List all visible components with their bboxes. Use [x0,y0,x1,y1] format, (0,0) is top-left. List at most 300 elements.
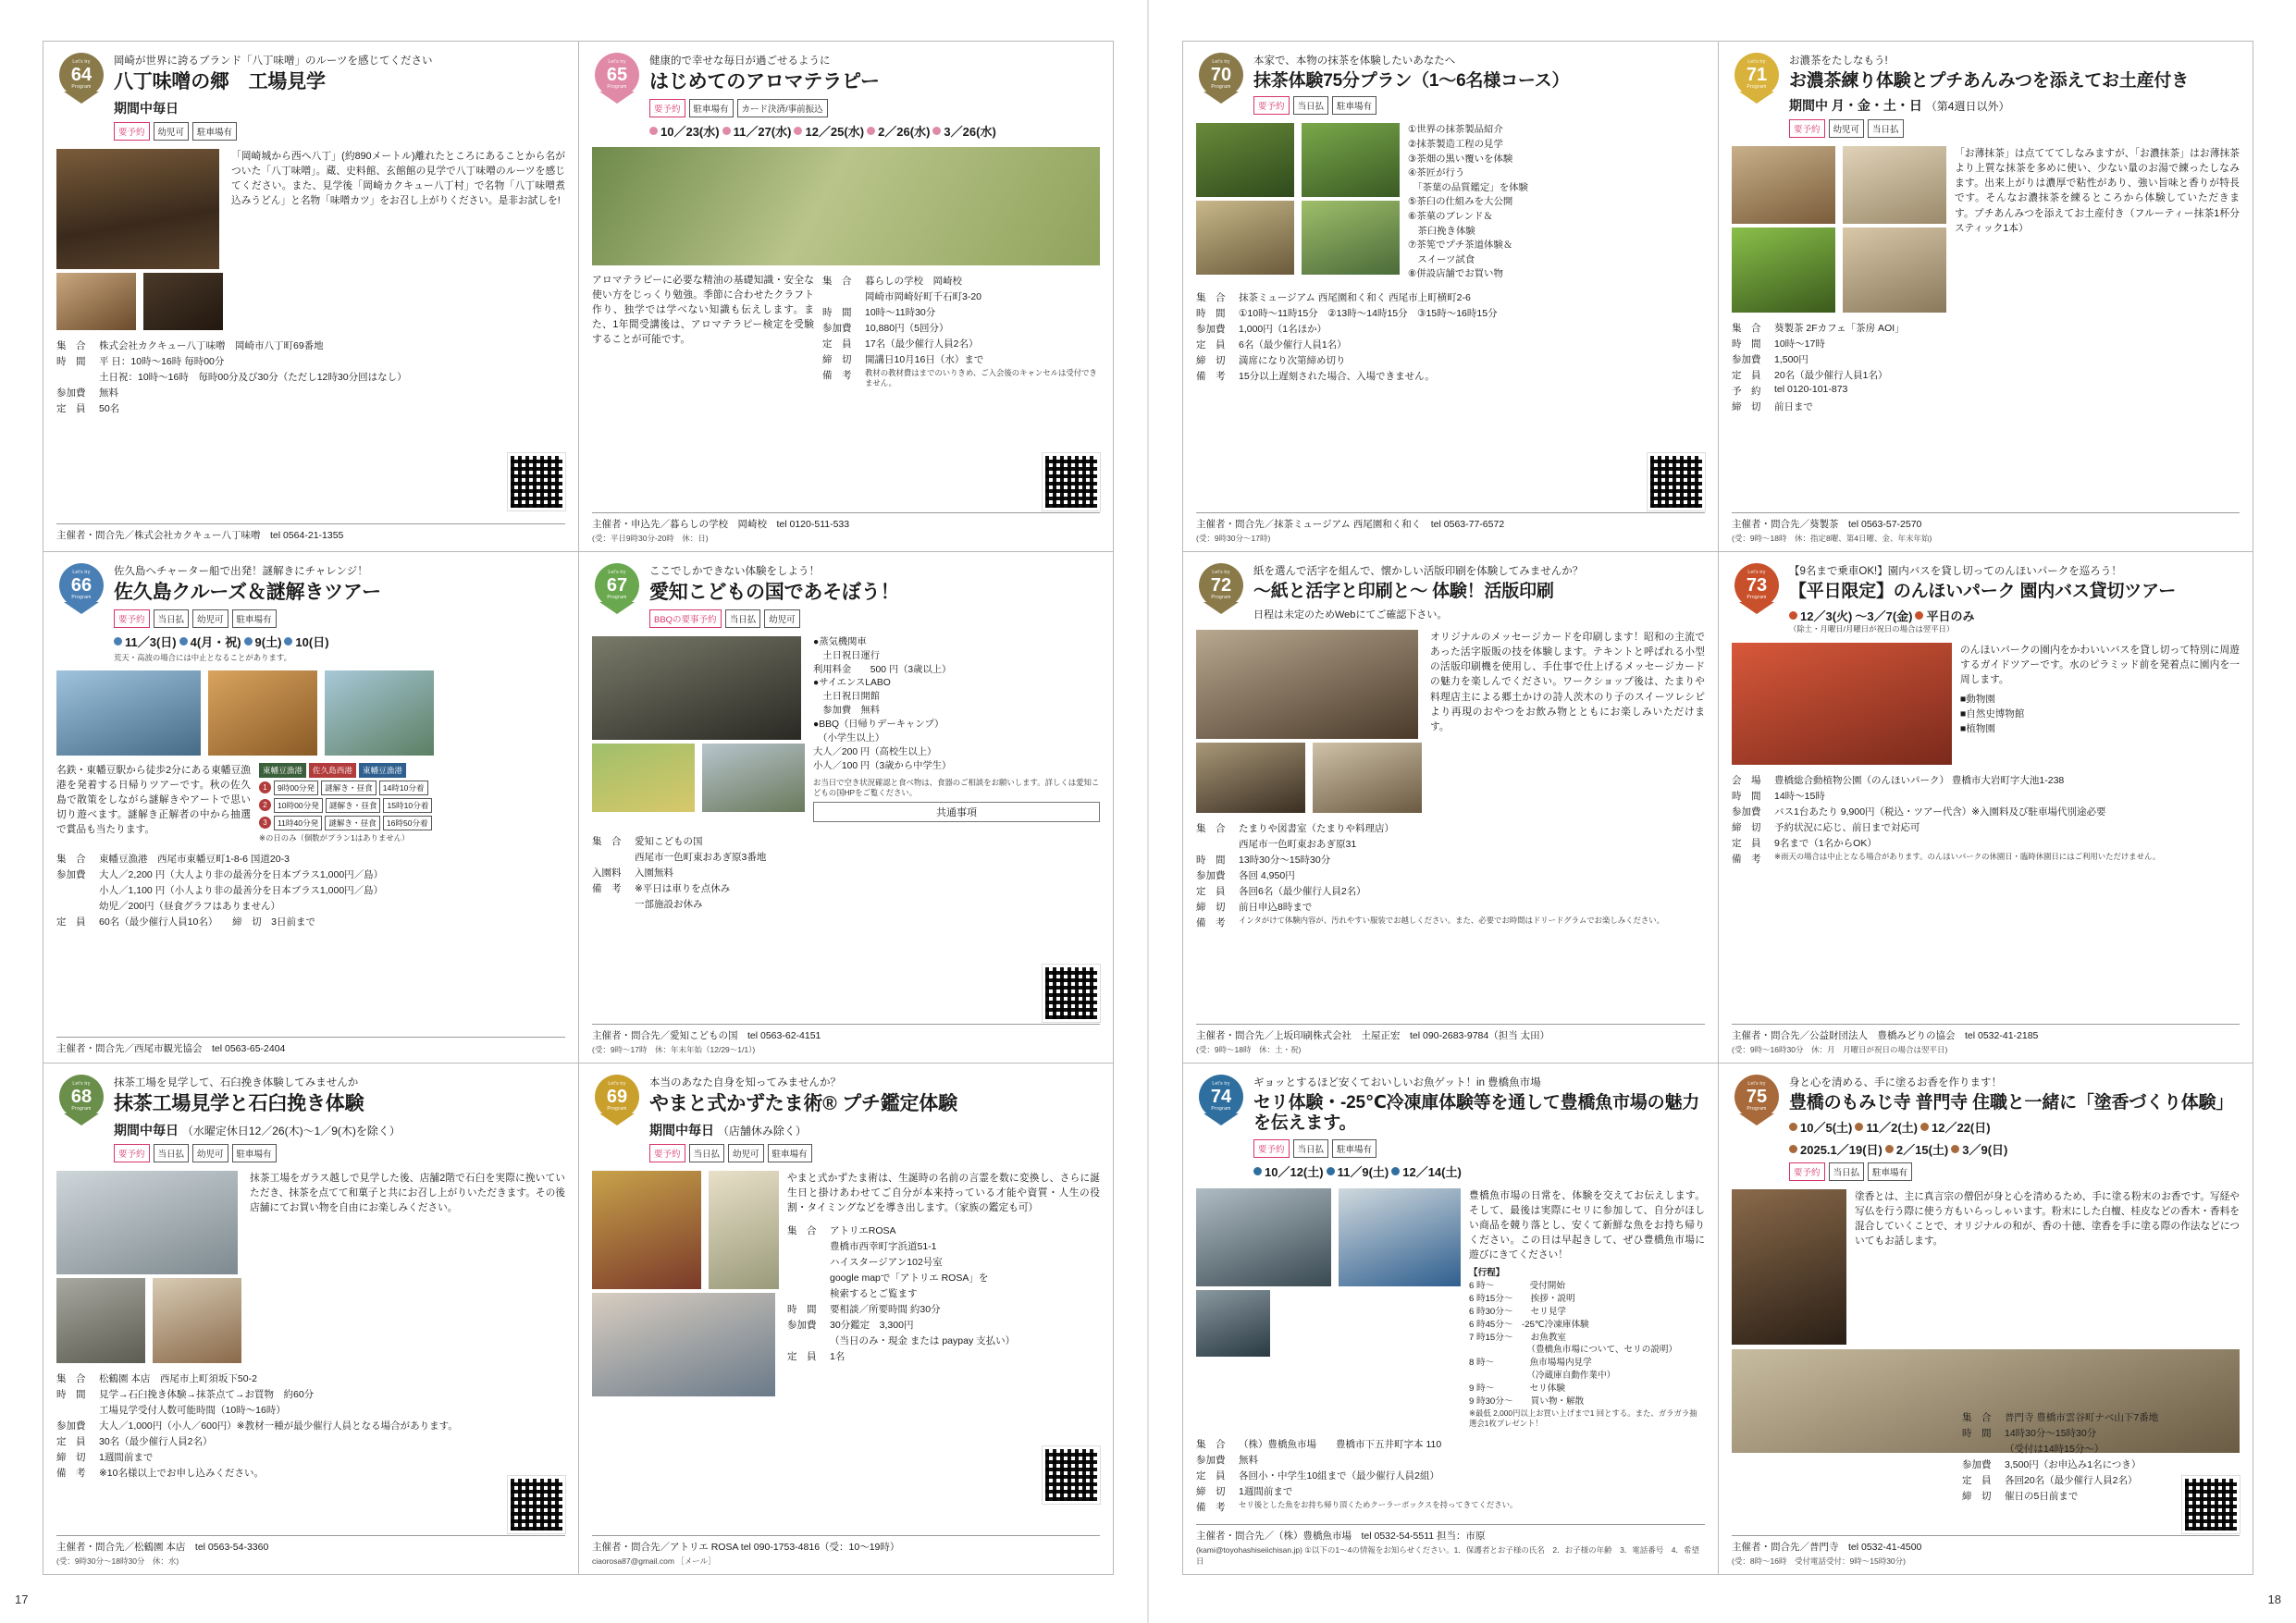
photo-mortar [1196,201,1294,275]
ribbon-top-label: Let's try [1747,569,1766,575]
tag-reservation: 要予約 [114,609,150,628]
period-main: 期間中 月・金・土・日 [1789,98,1922,114]
tag-list [114,609,565,628]
meta-key: 参加費 [822,322,852,334]
qr-code[interactable] [508,1476,565,1533]
meta-key: 締 切 [56,1451,86,1463]
date-item: 2／26(水) [878,124,931,139]
tag-parking: 駐車場有 [1332,1139,1376,1158]
meta-value: 催日の5日前まで [2005,1491,2079,1502]
tag-list [649,99,1100,117]
meta-value: 20名（最少催行人員1名） [1774,370,1888,382]
meta-value: 豊橋市西幸町字浜道51-1 [830,1240,937,1252]
meta-key: 予 約 [1732,386,1761,398]
meta-key: 時 間 [1196,855,1226,867]
meta-value: 豊橋総合動植物公園（のんほいパーク） 豊橋市大岩町字大池1-238 [1774,775,2065,787]
meta-value: ※雨天の場合は中止となる場合があります。のんほいパークの休園日・臨時休園日にはご利用いただけません。 [1774,852,2161,862]
card-description: オリジナルのメッセージカードを印刷します！昭和の主流であった活字版販の技を体験します。テキントと呼ばれる小型の活版印刷機を使用し、手仕事で仕上げるメッセージカードの魅力を楽しんでください。ワークショップ後は、たまりや料理店主による郷土かけの詩人茨木のり子のスイーツレシピより再現のおやつをお飲み物とともにお楽しみいただけます。 [1430,632,1705,732]
meta-key: 定 員 [1196,886,1226,898]
meta-value: 岡崎市岡崎好町千石町3-20 [865,290,982,302]
price-line: 小人／100 円（3歳から中学生） [813,761,952,771]
route-depart-time: 9時00分発 [274,781,318,795]
organizer-contact: 主催者・問合先／愛知こどもの国 tel 0563-62-4151 [592,1030,821,1041]
photo-park-flowers [592,744,695,812]
ribbon-bottom-label: Program [71,1106,92,1113]
meta-key: 時 間 [56,1388,86,1400]
card-footer [1196,1024,1705,1055]
tag-children: 幼児可 [192,609,228,628]
meta-key [787,1254,830,1270]
date-list [1789,607,2240,624]
program-ribbon [1196,53,1246,106]
organizer-hours: (受：9時30分～18時30分 休：水) [56,1556,179,1566]
meta-value: 各回小・中学生10組まで（最少催行人員2組） [1239,1469,1440,1482]
ribbon-top-label: Let's try [608,569,626,575]
program-card-72 [1182,552,1718,1064]
tag-reservation: 要予約 [649,1144,685,1162]
meta-value: 14時～15時 [1774,791,1825,803]
program-card-69 [578,1064,1114,1575]
ribbon-top-label: Let's try [1212,569,1230,575]
card-meta [1196,289,1705,384]
tag-parking: 駐車場有 [768,1144,812,1162]
card-title: セリ体験・-25℃冷凍庫体験等を通して豊橋魚市場の魅力を伝えます。 [1253,1092,1700,1134]
meta-key: 集 合 [787,1224,817,1236]
route-activity: 謎解き・昼食 [325,816,380,830]
meta-value: 10時～17時 [1774,338,1825,350]
program-ribbon [56,563,106,617]
photo-boat [56,670,201,756]
step-item: ⑤茶臼の仕組みを大公開 [1408,197,1513,208]
meta-key: 参加費 [1196,1454,1226,1466]
meta-value: 教材の教材費はまでのいりきめ、ご入会後のキャンセルは受付できません。 [865,367,1097,387]
program-ribbon [592,1075,642,1128]
meta-value: 小人／1,100 円（小人より非の最善分を日本ブラス1,000円／島） [99,884,384,896]
organizer-contact: 主催者・問合先／葵製茶 tel 0563-57-2570 [1732,519,1922,530]
tag-sameday-pay: 当日払 [1293,1139,1329,1158]
itinerary-note: ※最低 2,000円以上お買い上げまで1 回とする。また、ガラガラ抽選会1枚プレゼント！ [1469,1408,1697,1428]
route-activity: 謎解き・昼食 [321,781,376,795]
meta-value: 1週間前まで [1239,1485,1293,1497]
card-footer [56,523,565,544]
meta-key: 備 考 [56,1467,86,1479]
tag-list [1253,1139,1705,1158]
meta-value: （株）豊橋魚市場 豊橋市下五井町字本 110 [1239,1438,1442,1450]
price-line: ●BBQ（日帰りデーキャンプ） [813,719,944,731]
route-note: ※の日のみ（個数がプラン1はありません） [259,832,410,842]
date-item: ～3／7(金) [1855,609,1913,624]
card-lead: 【9名まで乗車OK!】園内バスを貸し切ってのんほいパークを巡ろう！ [1789,566,2122,577]
card-title: 豊橋のもみじ寺 普門寺 住職と一緒に「塗香づくり体験」 [1789,1092,2234,1113]
card-period: 日程は未定のためWebにてご確認下さい。 [1253,609,1448,621]
ribbon-bottom-label: Program [607,595,627,601]
itinerary-item: （豊橋魚市場について、セリの説明） [1469,1345,1678,1356]
program-ribbon [1732,1075,1782,1128]
meta-value: 幼児／200円（昼食グラフはありません） [99,900,281,912]
tag-sameday-pay: 当日払 [689,1144,725,1162]
itinerary-item: 9 時～ セリ体験 [1469,1383,1565,1395]
card-title: お濃茶練り体験とプチあんみつを添えてお土産付き [1789,70,2190,91]
organizer-hours: (受：9時～16時30分 休：月 月曜日が祝日の場合は翌平日) [1732,1045,1948,1054]
ribbon-bottom-label: Program [71,595,92,601]
facility-item: ■自然史博物館 [1960,708,2025,720]
photo-letterpress [1196,630,1418,739]
tag-children: 幼児可 [192,1144,228,1162]
meta-value: 6名（最少催行人員1名） [1239,339,1347,351]
route-depart-port: 東幡豆漁港 [259,763,306,778]
program-number: 66 [70,575,93,596]
step-item: ①世界の抹茶製品紹介 [1408,125,1503,136]
organizer-hours: (受：平日9時30分-20時 休：日) [592,534,709,543]
organizer-contact: 主催者・問合先／株式会社カクキュー八丁味噌 tel 0564-21-1355 [56,530,344,541]
meta-key: 締 切 [1196,355,1226,367]
route-row [259,816,432,830]
ribbon-bottom-label: Program [1211,1106,1231,1113]
card-lead: 本当のあなた自身を知ってみませんか？ [649,1077,841,1088]
organizer-contact: 主催者・問合先／公益財団法人 豊橋みどりの協会 tel 0532-41-2185 [1732,1030,2039,1041]
tag-reservation: 要予約 [649,99,685,117]
tag-sameday-pay: 当日払 [1868,119,1904,138]
meta-value: 1名 [830,1350,846,1362]
qr-code[interactable] [1043,1446,1100,1504]
meta-key: 集 合 [592,835,622,847]
meta-value: 西尾市一色町東おあぎ原31 [1239,839,1357,851]
card-description: アロマテラピーに必要な精油の基礎知識・安全な使い方をじっくり勉強。季節に合わせたクラフト作り、独学では学べない知識も伝えします。また、1年間受講後は、アロマテラピー検定を受験することが可能です。 [592,274,814,345]
meta-key: 締 切 [1732,401,1761,413]
meta-key: 参加費 [787,1319,817,1331]
meta-key: 入園料 [592,867,622,879]
tag-list [1789,1162,2240,1181]
card-period [1789,96,2240,115]
meta-value: 50名 [99,402,120,414]
tag-parking: 駐車場有 [232,1144,277,1162]
date-item: 11／9(土) [1337,1164,1389,1179]
facility-item: ■植物園 [1960,722,1995,734]
ribbon-bottom-label: Program [1211,84,1231,91]
tag-parking: 駐車場有 [1868,1162,1912,1181]
price-list [813,636,1100,774]
date-item: 12／3(火) [1800,609,1853,624]
tag-reservation: 要予約 [114,122,150,141]
meta-value: 各回6名（最少催行人員2名） [1239,886,1366,898]
photo-sweets [1302,201,1400,275]
meta-key: 時 間 [1962,1428,1992,1439]
meta-key: 参加費 [56,868,86,880]
program-number: 64 [70,65,93,86]
meta-key [1962,1441,2005,1457]
program-number: 74 [1210,1087,1232,1108]
meta-key: 集 合 [1196,1438,1226,1450]
photo-monk-statue [1732,1189,1846,1345]
program-ribbon [592,53,642,106]
organizer-contact: 主催者・問合先／アトリエ ROSA tel 090-1753-4816（受：10～19時） [592,1542,900,1553]
ribbon-top-label: Let's try [1212,58,1230,65]
meta-key: 定 員 [56,402,86,414]
step-item: ③茶畑の黒い覆いを体験 [1408,154,1513,165]
program-card-67 [578,552,1114,1064]
date-item: 10／23(水) [660,124,720,139]
meta-key: 備 考 [1732,854,1761,866]
card-description: やまと式かずたま術は、生誕時の名前の言霊を数に変換し、さらに誕生日と掛けあわせてご自分が本来持っている才能や資質・人生の役割・タイミングなどを導き出します。（家族の鑑定も可） [787,1172,1100,1213]
meta-value: 予約状況に応じ、前日まで対応可 [1774,822,1920,834]
facility-list [1960,693,2240,736]
itinerary-item: 6 時～ 受付開始 [1469,1280,1565,1291]
photo-type-cases [1196,743,1305,813]
meta-key [787,1270,830,1285]
price-line: 土日祝日運行 [813,650,881,661]
itinerary-item: 6 時15分～ 挨拶・説明 [1469,1293,1575,1304]
meta-value: 暮らしの学校 岡崎校 [865,275,962,287]
card-footer [1196,1524,1705,1567]
ribbon-top-label: Let's try [1747,1080,1766,1087]
photo-matcha-cup [1732,227,1835,313]
card-lead: 本家で、本物の抹茶を体験したいあなたへ [1253,55,1456,67]
meta-key: 時 間 [822,306,852,318]
price-line: ●蒸気機関車 [813,636,867,647]
step-item: スイーツ試食 [1408,254,1475,265]
qr-code[interactable] [1043,453,1100,510]
date-item: 2／15(土) [1895,1143,1949,1158]
tag-sameday-pay: 当日払 [1829,1162,1865,1181]
organizer-contact: 主催者・申込先／暮らしの学校 岡崎校 tel 0120-511-533 [592,519,850,530]
itinerary-item: 9 時30分～ 買い物・解散 [1469,1396,1585,1408]
meta-value: 10,880円（5回分） [865,322,949,334]
card-lead: 佐久島へチャーター船で出発！謎解きにチャレンジ！ [114,566,368,577]
photo-books [709,1171,779,1289]
meta-key: 締 切 [1962,1491,1992,1502]
organizer-hours: (受：8時～16時 受付電話受付：9時～15時30分) [1732,1556,1906,1566]
route-depart-time: 10時00分発 [274,798,323,813]
tag-reservation: 要予約 [1253,1139,1290,1158]
meta-key: 集 合 [56,853,86,865]
date-note: （除土・月曜日/月曜日が祝日の場合は翌平日） [1789,624,1955,634]
organizer-email: ciaorosa87@gmail.com ［メール］ [592,1556,716,1566]
meta-key [56,369,99,385]
route-depart-time: 11時40分発 [274,816,322,830]
qr-code[interactable] [1043,965,1100,1022]
route-number: 1 [259,781,271,793]
page-number-left: 17 [15,1592,29,1606]
program-ribbon [1196,1075,1246,1128]
card-lead: お濃茶をたしなもう! [1789,55,1888,67]
photo-kazutama-cards [592,1171,701,1289]
meta-value: セリ後とした魚をお持ち帰り頂くためクーラーボックスを持ってきてください。 [1239,1499,1518,1509]
ribbon-top-label: Let's try [72,569,91,575]
card-period [114,1121,565,1139]
tag-list [1789,119,2240,138]
tag-sameday-pay: 当日払 [725,609,761,628]
price-line: （小学生以上） [813,733,885,744]
meta-value: 満席になり次第締め切り [1239,355,1346,367]
photo-steam-train [592,636,801,740]
date-item: 9(土) [254,634,282,649]
meta-value: 3,500円（お申込み1名につき） [2005,1459,2142,1470]
photo-factory-view [56,1171,238,1274]
program-ribbon [56,53,106,106]
program-card-71 [1718,41,2253,552]
date-item: 11／3(日) [125,634,177,649]
meta-key [592,849,635,865]
meta-key: 参加費 [56,1420,86,1432]
photo-fish-box [1196,1290,1270,1357]
route-activity: 謎解き・昼食 [326,798,381,813]
tag-list [114,1144,565,1162]
period-note: （第4週日以外） [1925,100,2010,114]
tag-sameday-pay: 当日払 [154,1144,190,1162]
card-footer [1732,1024,2240,1055]
program-ribbon [1196,563,1246,617]
meta-key [822,289,865,304]
card-footer [592,1024,1100,1055]
card-lead: ギョッとするほど安くておいしいお魚ゲット！in 豊橋魚市場 [1253,1077,1541,1088]
program-number: 72 [1210,575,1232,596]
meta-value: インタがけて体験内容が、汚れやすい服装でお越しください。また、必要でお時間はドリードグラムでお楽しみください。 [1239,916,1665,926]
date-item: 10／5(土) [1800,1121,1853,1136]
price-note: お当日で空き状況確認と食べ物は、食器のご相談をお願いします。詳しくは愛知こどもの国HPをご覧ください。 [813,777,1100,797]
tag-reservation: 要予約 [114,1144,150,1162]
card-description: 「お薄抹茶」は点てててしなみますが、「お濃抹茶」はお薄抹茶より上質な抹茶を多めに使い、少ない量のお湯で練ったしなみます。出来上がりは濃厚で粘性があり、強い旨味と香りが特長です。そんなお濃抹茶を練るところから体験していただきます。プチあんみつを添えてお土産付き（フルーティー抹茶1杯分スティック1本） [1955,148,2240,234]
card-meta [787,1223,1100,1364]
photo-practitioner [592,1293,775,1396]
card-lead: 抹茶工場を見学して、石臼挽き体験してみませんか [114,1077,359,1088]
meta-value: 14時30分～15時30分 [2005,1428,2097,1439]
meta-key: 集 合 [1196,823,1226,835]
ribbon-bottom-label: Program [71,84,92,91]
meta-value: 入園無料 [635,867,673,879]
ribbon-bottom-label: Program [1747,84,1767,91]
qr-code[interactable] [2182,1476,2240,1533]
meta-value: 株式会社カクキュー八丁味噌 岡崎市八丁町69番地 [99,339,324,351]
tag-list [649,609,1100,628]
tag-list [649,1144,1100,1162]
tag-sameday-pay: 当日払 [1293,96,1329,115]
program-ribbon [592,563,642,617]
itinerary-item: 6 時45分～ -25℃冷凍庫体験 [1469,1319,1589,1330]
meta-key [56,898,99,914]
meta-value: google mapで「アトリエ ROSA」を [830,1272,989,1284]
meta-key: 参加費 [56,387,86,399]
meta-value: 要相談／所要時間 約30分 [830,1303,941,1315]
route-arrive-time: 15時10分着 [383,798,432,813]
card-lead: 健康的で幸せな毎日が過ごせるように [649,55,831,67]
card-footer [1196,512,1705,544]
program-card-64 [43,41,578,552]
program-card-68 [43,1064,578,1575]
tag-children: 幼児可 [154,122,190,141]
card-meta [1732,320,2240,414]
meta-value: 13時30分～15時30分 [1239,855,1331,867]
price-line: 参加費 無料 [813,706,881,717]
meta-key: 定 員 [1196,339,1226,351]
meta-key: 集 合 [56,339,86,351]
ribbon-bottom-label: Program [1747,595,1767,601]
card-title: ～紙と活字と印刷と～ 体験！活版印刷 [1253,581,1554,601]
date-item: 3／26(水) [944,124,996,139]
meta-key: 集 合 [1962,1412,1992,1423]
meta-key: 備 考 [822,369,852,381]
meta-value: 大人／2,200 円（大人より非の最善分を日本ブラス1,000円／島） [99,868,384,880]
route-arrive-time: 14時10分着 [379,781,428,795]
photo-island-art [325,670,434,756]
period-note: （店舗休み除く） [717,1124,807,1137]
date-list [649,122,1100,140]
meta-value: 西尾市一色町東おあぎ原3番地 [635,851,767,863]
meta-value: 17名（最少催行人員2名） [865,338,979,350]
period-note: （水曜定休日12／26(木)～1／9(木)を除く） [181,1124,401,1137]
card-description: 名鉄・東幡豆駅から徒歩2分にある東幡豆漁港を発着する日帰りツアーです。秋の佐久島で散策をしながら謎解きやアートで思い切り遊べます。謎解き正解者の中から抽選で賞品も当たります。 [56,764,251,835]
meta-key: 時 間 [1732,791,1761,803]
photo-sweets-plate [1313,743,1422,813]
card-title: やまと式かずたま術® プチ鑑定体験 [649,1092,957,1114]
photo-barrel-warehouse [56,149,219,269]
meta-key: 集 合 [1196,292,1226,304]
photo-miso-soup [143,273,223,330]
card-footer [56,1535,565,1567]
tag-children: 幼児可 [728,1144,764,1162]
card-description: 豊橋魚市場の日常を、体験を交えてお伝えします。そして、最後は実際にセリに参加して、自分がほしい商品を競り落とし、安くて新鮮な魚をお持ち帰りください。この日は早起きして、ぜひ豊橋魚市場に遊びにきてください！ [1469,1189,1705,1260]
itinerary-item: 8 時～ 魚市場場内見学 [1469,1358,1592,1369]
date-item: 11／27(水) [733,124,792,139]
card-footer [1732,1535,2240,1567]
meta-key [592,896,635,912]
ribbon-bottom-label: Program [1211,595,1231,601]
photo-fried-food [208,670,317,756]
meta-value: 葵製茶 2Fカフェ「茶房 AOI」 [1774,323,1905,335]
meta-key: 備 考 [1196,917,1226,929]
photo-cafe-interior [1843,146,1946,224]
route-row [259,798,432,813]
card-description: 抹茶工場をガラス越しで見学した後、店舗2階で石臼を実際に挽いていただき、抹茶を点てて和菓子と共にお召し上がりいただきます。その後店舗にてお買い物を自由にお楽しみください。 [250,1172,565,1213]
ribbon-top-label: Let's try [72,58,91,65]
step-item: ④茶匠が行う [1408,168,1465,179]
card-lead: 岡崎が世界に誇るブランド「八丁味噌」のルーツを感じてください [114,55,433,67]
meta-key: 定 員 [1962,1475,1992,1486]
meta-key: 集 合 [1732,323,1761,335]
meta-key: 参加費 [1196,324,1226,336]
meta-value: ハイスタージアン102号室 [830,1256,943,1268]
meta-value: 前日申込8時まで [1239,902,1313,914]
card-meta [56,1371,565,1481]
meta-key: 定 員 [56,1435,86,1447]
program-ribbon [1732,563,1782,617]
photo-fish-market-sign [1339,1188,1461,1286]
organizer-contact: 主催者・問合先／松鶴園 本店 tel 0563-54-3360 [56,1542,269,1553]
qr-code[interactable] [1648,453,1705,510]
meta-key [56,1402,99,1418]
photo-tea-shop [1732,146,1835,224]
ribbon-top-label: Let's try [1747,58,1766,65]
program-ribbon [56,1075,106,1128]
date-list [114,633,565,650]
tag-parking: 駐車場有 [192,122,237,141]
tag-reservation: 要予約 [1789,1162,1825,1181]
program-number: 68 [70,1087,93,1108]
qr-code[interactable] [508,453,565,510]
meta-key: 参加費 [1732,806,1761,818]
organizer-contact: 主催者・問合先／（株）豊橋魚市場 tel 0532-54-5511 担当：市原 [1196,1531,1486,1542]
period-main: 期間中毎日 [649,1122,714,1137]
meta-key: 締 切 [1196,902,1226,914]
card-meta [1196,820,1705,930]
meta-value: ①10時～11時15分 ②13時～14時15分 ③15時～16時15分 [1239,308,1498,320]
card-lead: 紙を選んで活字を組んで、懐かしい活版印刷を体験してみませんか？ [1253,566,1584,577]
card-title: はじめてのアロマテラピー [649,70,880,92]
price-line: 大人／200 円（高校生以上） [813,747,937,758]
photo-aroma-oils [592,147,1100,265]
tag-reservation: 要予約 [1253,96,1290,115]
route-island-port: 佐久島西港 [309,763,356,778]
program-card-74 [1182,1064,1718,1575]
